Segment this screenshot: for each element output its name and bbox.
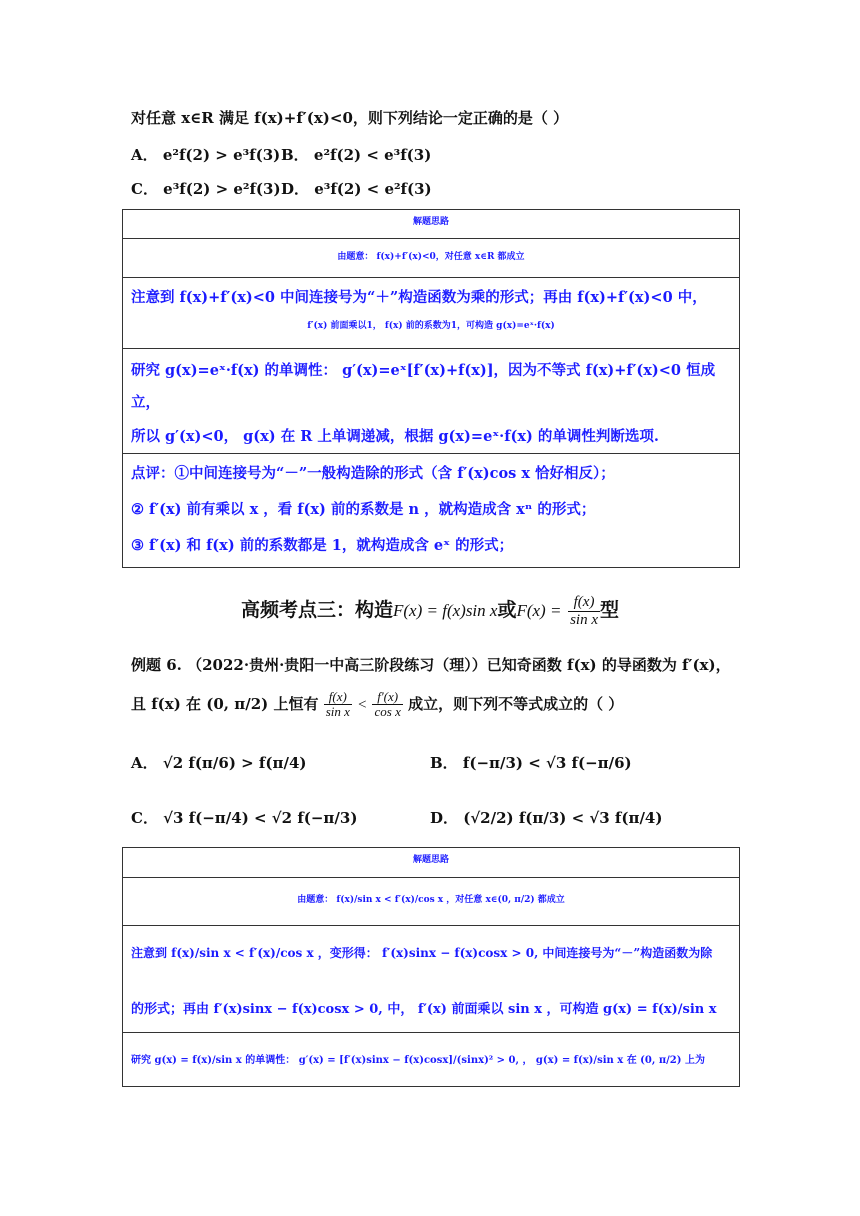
q2-fraction-1-den: sin x — [325, 704, 350, 720]
q2-stem-prefix: 且 f(x) 在 (0, π/2) 上恒有 — [131, 694, 319, 713]
q1-option-c: C． e³f(2) > e²f(3) — [131, 180, 281, 198]
q2-fraction-2-den: cos x — [374, 704, 401, 720]
section-title-fraction — [568, 594, 600, 628]
box1-row3 — [123, 348, 739, 453]
section-title — [0, 594, 860, 628]
q2-option-c: C． √3 f(−π/4) < √2 f(−π/3) — [131, 809, 358, 827]
q1-option-d: D． e³f(2) < e²f(3) — [281, 180, 432, 198]
box2-row2 — [123, 925, 739, 1032]
q2-option-d: D． (√2/2) f(π/3) < √3 f(π/4) — [430, 809, 663, 827]
box2-row3 — [123, 1032, 739, 1086]
box1-row2-line2: f′(x) 前面乘以1， f(x) 前的系数为1，可构造 g(x)=eˣ·f(x) — [307, 321, 555, 331]
section-title-formula-2-lhs: F(x) = — [516, 601, 562, 620]
box1-header: 解题思路 — [412, 217, 449, 227]
q2-fraction-2 — [372, 690, 402, 720]
box1-row1 — [123, 238, 739, 277]
box2-header: 解题思路 — [412, 855, 449, 865]
section-title-prefix: 高频考点三：构造 — [240, 599, 393, 621]
box1-row4-line2: ② f′(x) 前有乘以 x ，看 f(x) 前的系数是 n ，就构造成含 xⁿ 的形式； — [131, 501, 596, 518]
section-title-numerator: f(x) — [568, 594, 600, 612]
box2-header-row — [123, 848, 739, 877]
q2-less-than: < — [357, 696, 368, 713]
box2-row1-text: 由题意： f(x)/sin x < f′(x)/cos x ，对任意 x∈(0, π/2) 都成立 — [297, 895, 565, 905]
box2-row1 — [123, 877, 739, 925]
box1-row3-line1: 研究 g(x)=eˣ·f(x) 的单调性： g′(x)=eˣ[f′(x)+f(x)]，因为不等式 f(x)+f′(x)<0 恒成 — [131, 362, 716, 379]
box1-row4-line1: 点评：①中间连接号为“－”一般构造除的形式（含 f′(x)cos x 恰好相反）； — [131, 465, 615, 482]
box1-row2-line1: 注意到 f(x)+f′(x)<0 中间连接号为“＋”构造函数为乘的形式；再由 f(x)+f′(x)<0 中， — [131, 289, 707, 306]
q2-fraction-1-num: f(x) — [324, 690, 352, 705]
solution-box-1 — [122, 209, 740, 568]
box1-row4 — [123, 453, 739, 567]
solution-box-2 — [122, 847, 740, 1087]
box2-row3-line1: 研究 g(x) = f(x)/sin x 的单调性： g′(x) = [f′(x)sinx − f(x)cosx]/(sinx)² > 0, ， g(x) = f(x)/sin x 在 (0, π/2) 上为 — [131, 1055, 705, 1066]
q2-option-a: A． √2 f(π/6) > f(π/4) — [131, 754, 307, 772]
box1-row2 — [123, 277, 739, 348]
q2-stem-suffix: 成立，则下列不等式成立的（ ） — [408, 694, 624, 713]
q1-stem: 对任意 x∈R 满足 f(x)+f′(x)<0，则下列结论一定正确的是（ ） — [131, 109, 569, 127]
section-title-formula-1: F(x) = f(x)sin x — [393, 601, 498, 620]
box1-row1-text: 由题意： f(x)+f′(x)<0，对任意 x∈R 都成立 — [337, 252, 525, 262]
box2-row2-line2: 的形式；再由 f′(x)sinx − f(x)cosx > 0, 中， f′(x) 前面乘以 sin x ，可构造 g(x) = f(x)/sin x — [131, 1002, 717, 1017]
section-title-denominator: sin x — [570, 611, 598, 628]
section-title-suffix: 型 — [600, 599, 620, 621]
box1-row3-line3: 所以 g′(x)<0， g(x) 在 R 上单调递减，根据 g(x)=eˣ·f(x) 的单调性判断选项. — [131, 428, 659, 445]
section-title-or: 或 — [497, 599, 517, 621]
box1-row3-line2: 立， — [131, 394, 160, 411]
q2-stem-line1: 例题 6. （2022·贵州·贵阳一中高三阶段练习（理））已知奇函数 f(x) 的导函数为 f′(x)， — [131, 656, 731, 674]
q2-fraction-1 — [324, 690, 352, 720]
q2-stem-line2 — [131, 690, 623, 720]
box2-row2-line1: 注意到 f(x)/sin x < f′(x)/cos x ，变形得： f′(x)sinx − f(x)cosx > 0, 中间连接号为“－”构造函数为除 — [131, 946, 713, 960]
box1-header-row — [123, 210, 739, 238]
box1-row4-line3: ③ f′(x) 和 f(x) 前的系数都是 1，就构造成含 eˣ 的形式； — [131, 537, 514, 554]
q1-option-a: A． e²f(2) > e³f(3) — [131, 146, 281, 164]
q2-fraction-2-num: f′(x) — [372, 690, 402, 705]
q1-option-b: B． e²f(2) < e³f(3) — [281, 146, 432, 164]
q2-option-b: B． f(−π/3) < √3 f(−π/6) — [430, 754, 632, 772]
